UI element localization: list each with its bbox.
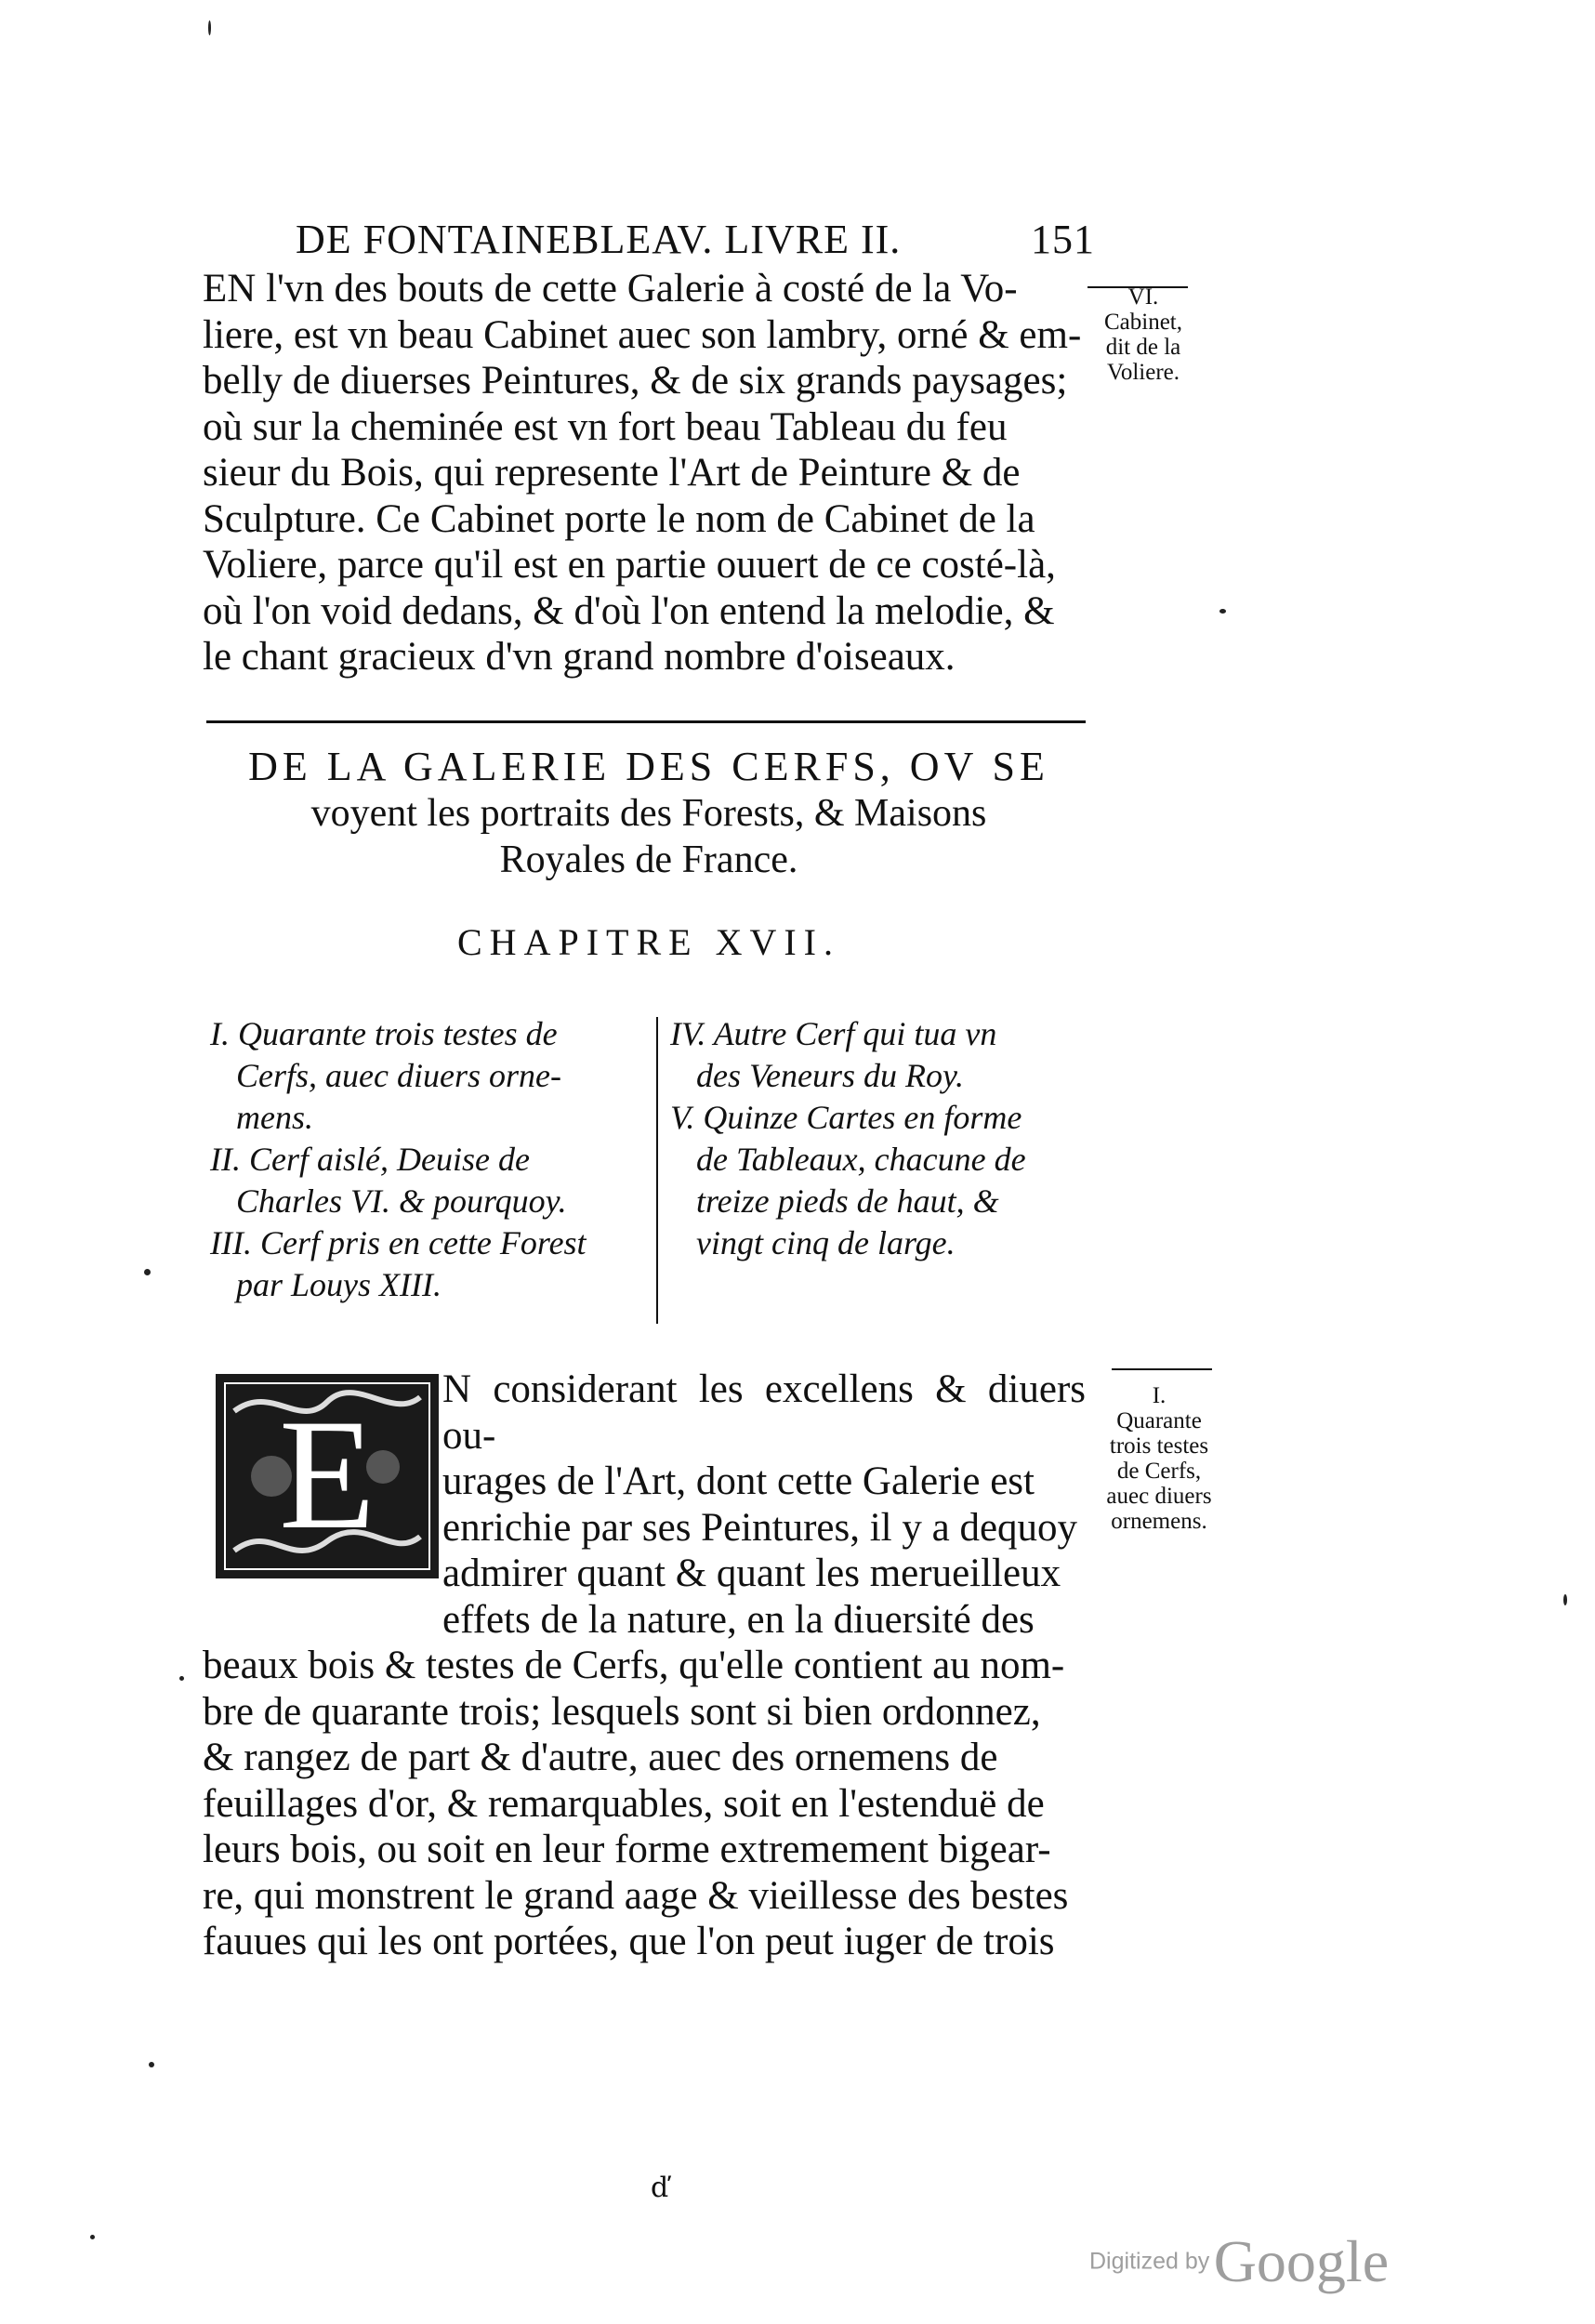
margin-note-line: Cabinet,	[1103, 310, 1182, 335]
intro-paragraph	[203, 266, 1086, 680]
margin-note-line: de Cerfs,	[1116, 1459, 1202, 1484]
running-head	[296, 216, 1095, 271]
summary-line: Charles VI. & pourquoy.	[236, 1182, 567, 1220]
text-line: où sur la cheminée est vn fort beau Tableau du feu	[203, 404, 1008, 449]
text-line: leurs bois, ou soit en leur forme extremement bigear-	[203, 1828, 1051, 1871]
margin-note-line: VI.	[1127, 284, 1159, 310]
watermark-prefix: Digitized by	[1089, 2248, 1210, 2275]
ink-speck	[144, 1269, 151, 1275]
text-line: N considerant les excellens & diuers ou-	[442, 1367, 1086, 1458]
summary-right-column	[670, 1013, 1112, 1264]
ink-speck	[179, 1676, 184, 1681]
ink-speck	[90, 2235, 95, 2239]
text-line: feuillages d'or, & remarquables, soit en l'estenduë de	[203, 1781, 1045, 1826]
text-line: enrichie par ses Peintures, il y a dequoy	[442, 1505, 1078, 1550]
chapter-title-line: voyent les portraits des Forests, & Maisons	[310, 792, 987, 835]
column-divider	[656, 1017, 658, 1324]
text-line: effets de la nature, en la diuersité des	[442, 1597, 1035, 1642]
text-line: Sculpture. Ce Cabinet porte le nom de Cabinet de la	[203, 496, 1035, 541]
text-line: beaux bois & testes de Cerfs, qu'elle contient au nom-	[203, 1644, 1065, 1687]
main-paragraph	[203, 1367, 1086, 1965]
summary-line: I. Quarante trois testes de	[210, 1015, 558, 1052]
margin-note-line: trois testes	[1109, 1433, 1209, 1459]
drop-cap-letter: E	[279, 1387, 376, 1562]
running-head-title: DE FONTAINEBLEAV. LIVRE II.	[296, 217, 902, 262]
ink-speck	[1563, 1594, 1567, 1605]
text-line: bre de quarante trois; lesquels sont si bien ordonnez,	[203, 1689, 1041, 1734]
text-line: admirer quant & quant les merueilleux	[442, 1552, 1061, 1595]
chapter-title-line: DE LA GALERIE DES CERFS, OV SE	[248, 744, 1049, 789]
text-line: où l'on void dedans, & d'où l'on entend la melodie, &	[203, 588, 1055, 633]
margin-note-line: I.	[1152, 1383, 1167, 1408]
summary-line: IV. Autre Cerf qui tua vn	[670, 1015, 997, 1052]
summary-line: treize pieds de haut, &	[696, 1182, 999, 1220]
ink-speck	[1219, 609, 1226, 614]
summary-line: V. Quinze Cartes en forme	[670, 1099, 1022, 1136]
section-divider	[206, 720, 1086, 723]
chapter-title-line: Royales de France.	[499, 838, 798, 881]
footer-ornament-icon: ď	[651, 2172, 669, 2204]
summary-left-column	[210, 1013, 647, 1306]
margin-note-line: dit de la	[1105, 335, 1181, 360]
margin-note-rule	[1112, 1368, 1212, 1370]
text-line: re, qui monstrent le grand aage & vieillesse des bestes	[203, 1873, 1069, 1918]
text-line: sieur du Bois, qui represente l'Art de Peinture & de	[203, 451, 1021, 495]
text-line: le chant gracieux d'vn grand nombre d'oiseaux.	[203, 635, 956, 679]
text-line: belly de diuerses Peintures, & de six grands paysages;	[203, 359, 1068, 403]
summary-line: vingt cinq de large.	[696, 1224, 956, 1261]
summary-line: mens.	[236, 1099, 313, 1136]
margin-note-line: ornemens.	[1111, 1509, 1207, 1534]
digitized-watermark	[1089, 2227, 1389, 2296]
text-line: fauues qui les ont portées, que l'on peut iuger de trois	[203, 1920, 1055, 1963]
margin-note-line: Quarante	[1116, 1408, 1202, 1433]
margin-note-cabinet	[1088, 279, 1199, 385]
summary-line: II. Cerf aislé, Deuise de	[210, 1141, 530, 1178]
summary-line: III. Cerf pris en cette Forest	[210, 1224, 587, 1261]
summary-line: Cerfs, auec diuers orne-	[236, 1057, 561, 1094]
chapter-number: CHAPITRE XVII.	[457, 921, 840, 963]
page-number: 151	[1031, 217, 1095, 262]
text-line: Voliere, parce qu'il est en partie ouuert de ce costé-là,	[203, 543, 1056, 587]
margin-note-line: auec diuers	[1106, 1484, 1212, 1509]
google-logo: Google	[1213, 2228, 1390, 2294]
summary-line: par Louys XIII.	[236, 1266, 442, 1303]
chapter-title	[203, 744, 1095, 883]
summary-line: des Veneurs du Roy.	[696, 1057, 964, 1094]
text-line: EN l'vn des bouts de cette Galerie à costé de la Vo-	[203, 267, 1018, 310]
summary-line: de Tableaux, chacune de	[696, 1141, 1026, 1178]
text-line: urages de l'Art, dont cette Galerie est	[442, 1459, 1035, 1503]
margin-note-line: Voliere.	[1107, 360, 1180, 385]
chapter-summary	[210, 1013, 1102, 1329]
text-line: liere, est vn beau Cabinet auec son lambry, orné & em-	[203, 312, 1082, 357]
text-line: & rangez de part & d'autre, auec des ornemens de	[203, 1736, 998, 1779]
margin-note-testes	[1102, 1376, 1216, 1534]
ink-speck	[149, 2062, 154, 2067]
ink-speck	[208, 20, 211, 35]
